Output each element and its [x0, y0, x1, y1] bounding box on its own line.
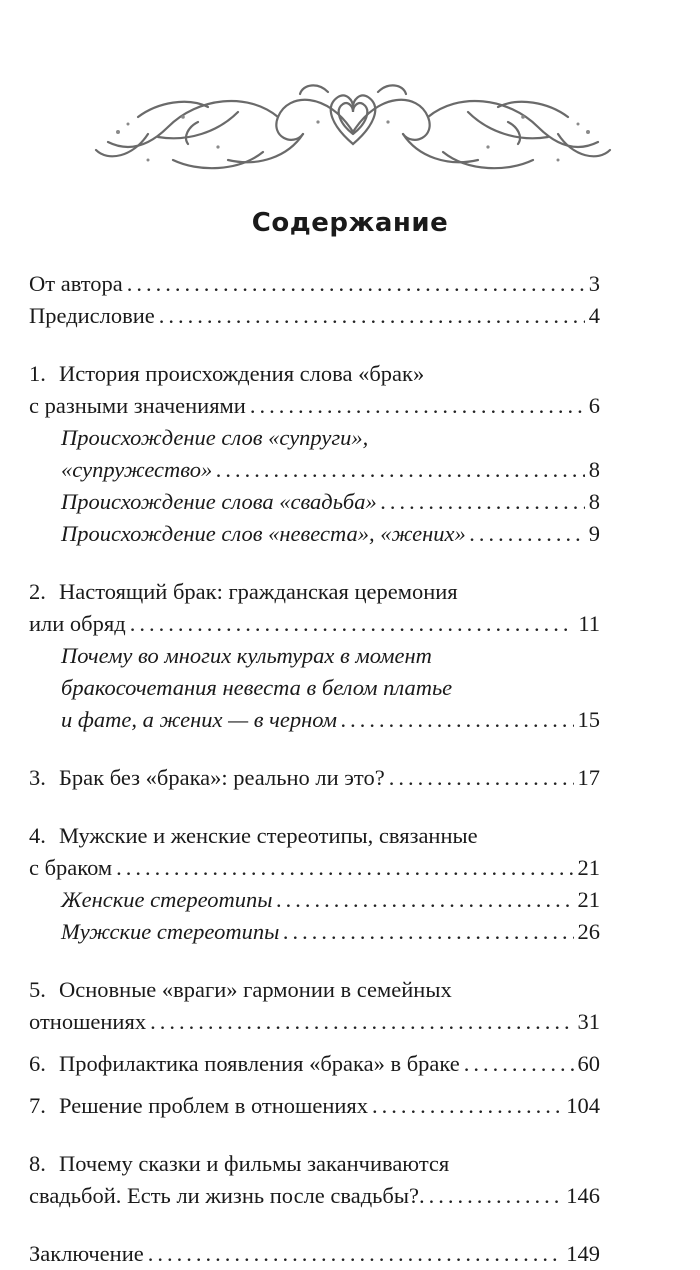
toc-page-number: 15	[577, 707, 600, 732]
toc-page-number: 17	[577, 765, 600, 790]
toc-entry-label: и фате, а жених — в черном	[61, 707, 338, 732]
dot-leader	[464, 1048, 574, 1080]
toc-subentry-white-dress-line1[interactable]	[29, 640, 600, 672]
table-of-contents	[29, 268, 600, 1270]
toc-subentry-white-dress-line3[interactable]	[29, 704, 600, 736]
dot-leader	[148, 1238, 563, 1270]
toc-entry-label: Брак без «брака»: реально ли это?	[59, 765, 385, 790]
toc-subentry-wedding[interactable]	[29, 486, 600, 518]
toc-entry-label: или обряд	[29, 611, 126, 636]
dot-leader	[389, 762, 574, 794]
toc-page-number: 3	[588, 271, 600, 296]
toc-entry-label: Женские стереотипы	[61, 887, 273, 912]
dot-leader	[130, 608, 575, 640]
toc-page-number: 11	[578, 611, 600, 636]
dot-leader	[372, 1090, 562, 1122]
dot-leader	[470, 518, 585, 550]
toc-chapter-5-line1[interactable]	[29, 974, 600, 1006]
dot-leader	[341, 704, 573, 736]
toc-entry-conclusion[interactable]	[29, 1238, 600, 1270]
toc-entry-label: Основные «враги» гармонии в семейных	[59, 977, 452, 1002]
chapter-number: 2.	[29, 579, 46, 604]
toc-entry-label: Мужские стереотипы	[61, 919, 280, 944]
toc-entry-label: Почему во многих культурах в момент	[61, 643, 432, 668]
chapter-number: 1.	[29, 361, 46, 386]
toc-chapter-3[interactable]	[29, 762, 600, 794]
toc-entry-label: бракосочетания невеста в белом платье	[61, 675, 453, 700]
chapter-number: 8.	[29, 1151, 46, 1176]
chapter-number: 3.	[29, 765, 46, 790]
toc-subentry-female-stereotypes[interactable]	[29, 884, 600, 916]
dot-leader	[127, 268, 585, 300]
toc-entry-label: Мужские и женские стереотипы, связанные	[59, 823, 478, 848]
toc-entry-label: Происхождение слов «невеста», «жених»	[61, 521, 466, 546]
chapter-number: 7.	[29, 1093, 46, 1118]
toc-page-number: 9	[588, 521, 600, 546]
toc-chapter-8-line2[interactable]	[29, 1180, 600, 1212]
toc-subentry-spouses-line2[interactable]	[29, 454, 600, 486]
toc-entry-label: с браком	[29, 855, 113, 880]
toc-page-number: 21	[577, 855, 600, 880]
toc-page-number: 146	[566, 1183, 600, 1208]
dot-leader	[150, 1006, 573, 1038]
toc-page-number: 149	[566, 1241, 600, 1266]
toc-entry-label: с разными значениями	[29, 393, 246, 418]
toc-entry-foreword-author[interactable]	[29, 268, 600, 300]
dot-leader	[250, 390, 585, 422]
toc-subentry-white-dress-line2[interactable]	[29, 672, 600, 704]
toc-chapter-7[interactable]	[29, 1090, 600, 1122]
toc-chapter-2-line1[interactable]	[29, 576, 600, 608]
decorative-heart-ornament	[88, 72, 618, 182]
toc-chapter-1-line1[interactable]	[29, 358, 600, 390]
toc-page-number: 21	[577, 887, 600, 912]
dot-leader	[116, 852, 573, 884]
toc-entry-label: История происхождения слова «брак»	[59, 361, 425, 386]
toc-page-number: 31	[577, 1009, 600, 1034]
toc-chapter-4-line1[interactable]	[29, 820, 600, 852]
toc-page-number: 4	[588, 303, 600, 328]
toc-page-number: 104	[566, 1093, 600, 1118]
toc-chapter-4-line2[interactable]	[29, 852, 600, 884]
dot-leader	[381, 486, 585, 518]
toc-subentry-male-stereotypes[interactable]	[29, 916, 600, 948]
page-title: Содержание	[251, 208, 449, 238]
toc-page-number: 6	[588, 393, 600, 418]
toc-chapter-6[interactable]	[29, 1048, 600, 1080]
toc-entry-preface[interactable]	[29, 300, 600, 332]
dot-leader	[283, 916, 573, 948]
toc-entry-label: «супружество»	[61, 457, 213, 482]
toc-chapter-5-line2[interactable]	[29, 1006, 600, 1038]
chapter-number: 4.	[29, 823, 46, 848]
toc-entry-label: Заключение	[29, 1241, 144, 1266]
toc-page-number: 8	[588, 457, 600, 482]
dot-leader	[159, 300, 585, 332]
toc-entry-label: Почему сказки и фильмы заканчиваются	[59, 1151, 450, 1176]
toc-subentry-spouses-line1[interactable]	[29, 422, 600, 454]
toc-entry-label: Решение проблем в отношениях	[59, 1093, 369, 1118]
toc-page-number: 26	[577, 919, 600, 944]
toc-entry-label: Настоящий брак: гражданская церемония	[59, 579, 458, 604]
toc-subentry-bride-groom[interactable]	[29, 518, 600, 550]
toc-entry-label: Предисловие	[29, 303, 155, 328]
dot-leader	[277, 884, 574, 916]
chapter-number: 5.	[29, 977, 46, 1002]
toc-page-number: 8	[588, 489, 600, 514]
toc-entry-label: свадьбой. Есть ли жизнь после свадьбы?.	[29, 1183, 425, 1208]
toc-entry-label: Происхождение слов «супруги»,	[61, 425, 369, 450]
toc-entry-label: отношениях	[29, 1009, 147, 1034]
toc-chapter-2-line2[interactable]	[29, 608, 600, 640]
chapter-number: 6.	[29, 1051, 46, 1076]
toc-entry-label: Профилактика появления «брака» в браке	[59, 1051, 460, 1076]
dot-leader	[216, 454, 585, 486]
dot-leader	[429, 1180, 563, 1212]
toc-entry-label: Происхождение слова «свадьба»	[61, 489, 377, 514]
toc-page-number: 60	[577, 1051, 600, 1076]
toc-entry-label: От автора	[29, 271, 123, 296]
toc-chapter-1-line2[interactable]	[29, 390, 600, 422]
toc-chapter-8-line1[interactable]	[29, 1148, 600, 1180]
